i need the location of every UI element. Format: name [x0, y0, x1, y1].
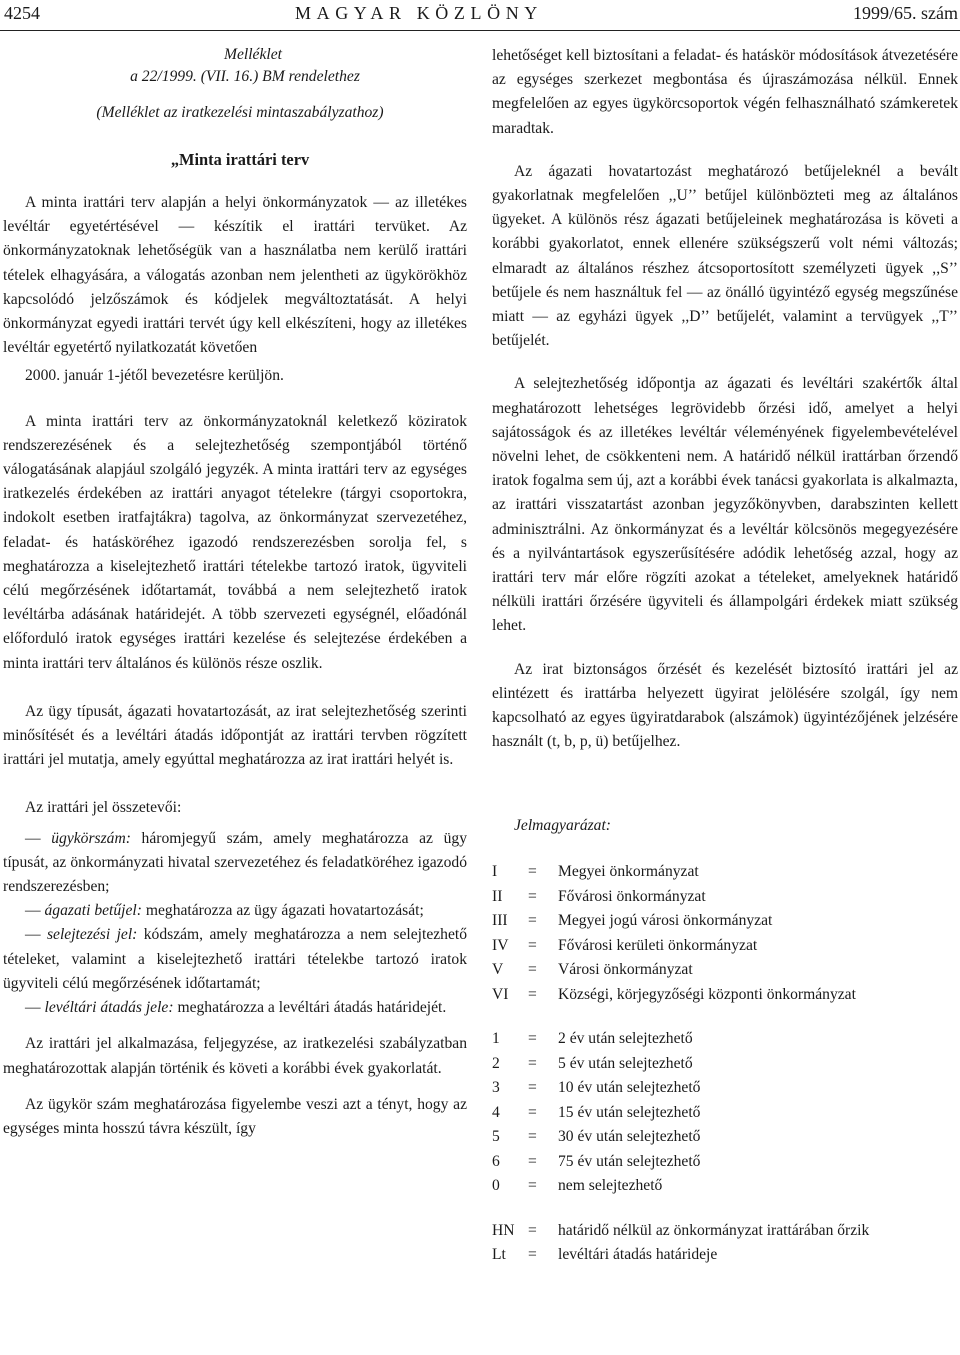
component-term: ügykörszám: [51, 829, 131, 847]
legend-meaning: Megyei önkormányzat [558, 863, 699, 881]
legend-row [492, 1243, 869, 1268]
legend-equals: = [528, 1103, 537, 1121]
component-item [3, 827, 467, 900]
legend-code: I [492, 863, 498, 881]
legend-row [492, 860, 856, 885]
issue-number: 1999/65. szám [853, 3, 958, 23]
legend-title: Jelmagyarázat: [514, 817, 612, 835]
left-column [3, 44, 467, 1141]
page-number: 4254 [4, 3, 40, 23]
legend-code: 5 [492, 1128, 500, 1146]
component-dash: — [25, 999, 45, 1017]
legend-meaning: 10 év után selejtezhető [558, 1079, 701, 1097]
legend-row [492, 1076, 700, 1101]
legend-row [492, 909, 856, 934]
legend-row [492, 934, 856, 959]
legend-equals: = [528, 887, 537, 905]
legend-meaning: 15 év után selejtezhető [558, 1103, 701, 1121]
annex-subtitle: (Melléklet az iratkezelési mintaszabályzathoz) [96, 104, 384, 121]
legend-equals: = [528, 1054, 537, 1072]
legend-code: HN [492, 1221, 515, 1239]
legend-equals: = [528, 1177, 537, 1195]
legend-row [492, 885, 856, 910]
legend-code: 3 [492, 1079, 500, 1097]
annex-reference: a 22/1999. (VII. 16.) BM rendelethez [130, 68, 360, 85]
legend-authority-table [492, 860, 856, 1007]
legend-code: 1 [492, 1030, 500, 1048]
legend-meaning: levéltári átadás határideje [558, 1246, 718, 1264]
legend-code: 2 [492, 1054, 500, 1072]
legend-equals: = [528, 1079, 537, 1097]
components-list [3, 827, 467, 1021]
legend-row [492, 958, 856, 983]
legend-meaning: határidő nélkül az önkormányzat irattárában őrzik [558, 1221, 870, 1239]
sector-letters-paragraph: Az ágazati hovatartozást meghatározó betűjeleknél a bevált gyakorlatnak megfelelően ,,U’’ betűjel különbözteti meg az általános ügyeket. A különös rész ágazati betűjeleinek meghatározása is követi a korábbi gyakorlatot, ennek ellenére szükségszerű volt némi változás; elmaradt az általános részhez átcsoportosított személyzeti ügyek ,,S’’ betűjele és nem használtuk fel — az önálló ügyintéző egység megszűnése miatt — az egyházi ügyek ,,D’’ betűjelét, valamint a tervügyek ,,T’’ betűjelét. [492, 162, 958, 350]
component-text: meghatározza a levéltári átadás határidejét. [173, 999, 447, 1017]
document-title: „Minta irattári terv [170, 150, 310, 169]
legend-row [492, 1101, 700, 1126]
legend-special-table [492, 1219, 869, 1268]
continuation-paragraph: lehetőséget kell biztosítani a feladat- és hatáskör módosítások átvezetésére az egységes szerkezet megbontása és újraszámozása nélkül. Ennek megfelelően az egyes ügykörcsoportok végén felhasználható számkeretek maradtak. [492, 47, 958, 137]
intro-paragraph: A minta irattári terv alapján a helyi önkormányzatok — az illetékes levéltár egyetértésével — készítik el irattári tervüket. Az önkormányzatoknak lehetőségük van a használatba nem kerülő irattári tételek elhagyására, a válogatás azonban nem jelentheti az ügykörökhöz kapcsolódó jelzőszámok és kódjelek megváltoztatását. A helyi önkormányzat egyedi irattári tervét úgy kell elkészíteni, hogy az illetékes levéltár egyetértő nyilatkozatát követően [3, 194, 467, 357]
publication-title: MAGYAR KÖZLÖNY [295, 3, 543, 23]
legend-equals: = [528, 1128, 537, 1146]
file-code-paragraph: Az ügy típusát, ágazati hovatartozását, az irat selejtezhetőség szerinti minősítését és a levéltári átadás időpontját az irattári tervben rögzített irattári jel mutatja, amely egyúttal meghatározza az irat irattári helyét is. [3, 702, 467, 769]
right-column [492, 44, 958, 1268]
legend-row [492, 1174, 700, 1199]
legend-meaning: nem selejtezhető [558, 1177, 663, 1195]
legend-code: 6 [492, 1152, 500, 1170]
legend-row [492, 1027, 700, 1052]
page-header [0, 0, 960, 34]
legend-equals: = [528, 912, 537, 930]
legend-code: 0 [492, 1177, 500, 1195]
legend-meaning: 5 év után selejtezhető [558, 1054, 693, 1072]
legend-code: 4 [492, 1103, 500, 1121]
component-dash: — [25, 926, 47, 944]
component-text: meghatározza az ügy ágazati hovatartozását; [141, 902, 424, 920]
legend-code: Lt [492, 1246, 506, 1264]
legend-meaning: 75 év után selejtezhető [558, 1152, 701, 1170]
application-paragraph: Az irattári jel alkalmazása, feljegyzése, az iratkezelési szabályzatban meghatározottak alapján történik és követi a korábbi évek gyakorlatát. [3, 1035, 467, 1077]
case-number-paragraph: Az ügykör szám meghatározása figyelembe veszi azt a tényt, hogy az egységes minta hosszú távra készült, így [3, 1095, 467, 1137]
legend-equals: = [528, 985, 537, 1003]
legend-equals: = [528, 1152, 537, 1170]
header-rule [0, 30, 960, 31]
component-text: háromjegyű szám, amely meghatározza az ügy típusát, az önkormányzati hivatal szervezetéhez és feladatköréhez igazodó rendszerezésben; [3, 829, 467, 896]
legend-code: II [492, 887, 503, 905]
legend-code: IV [492, 936, 509, 954]
legend-row [492, 1219, 869, 1244]
legend-code: V [492, 961, 504, 979]
component-term: selejtezési jel: [46, 926, 138, 944]
legend-code: III [492, 912, 508, 930]
legend-meaning: Fővárosi önkormányzat [558, 887, 706, 905]
legend-equals: = [528, 863, 537, 881]
purpose-paragraph: A minta irattári terv az önkormányzatoknál keletkező köziratok rendszerezésének és a selejtezhetőség szempontjából történő válogatásának alapjául szolgáló jegyzék. A minta irattári terv az egységes iratkezelés érdekében az irattári anyagot tételekre (tárgyi csoportokra, indokolt esetben iratfajtákra) tagolva, az önkormányzat szervezetéhez, feladat- és hatásköréhez igazodó rendszerezésben sorolja fel, s meghatározza a kiselejtezhető irattári tételekbe tartozó iratok, ügyviteli célú megőrzésének időtartamát, továbbá a nem selejtezhető iratok levéltárba adásának határidejét. A több szervezeti egységnél, előadónál előforduló iratok egységes irattári kezelése és selejtezése érdekében a minta irattári terv általános és különös része oszlik. [3, 412, 467, 672]
legend-meaning: 30 év után selejtezhető [558, 1128, 701, 1146]
legend-equals: = [528, 1246, 537, 1264]
component-item [3, 899, 467, 923]
component-item [3, 923, 467, 996]
legend-row [492, 1052, 700, 1077]
component-text: kódszám, amely meghatározza a nem selejtezhető tételeket, valamint a kiselejtezhető irattári tételekbe tartozó iratok ügyviteli célú megőrzésének időtartamát; [3, 926, 468, 992]
component-dash: — [25, 902, 45, 920]
legend-equals: = [528, 1221, 537, 1239]
annex-label: Melléklet [223, 46, 282, 63]
legend-row [492, 983, 856, 1008]
legend-code: VI [492, 985, 509, 1003]
legend-retention-table [492, 1027, 700, 1199]
legend-equals: = [528, 936, 537, 954]
legend-row [492, 1125, 700, 1150]
legend-meaning: 2 év után selejtezhető [558, 1030, 693, 1048]
legend-meaning: Városi önkormányzat [558, 961, 693, 979]
components-heading: Az irattári jel összetevői: [25, 799, 182, 817]
component-term: levéltári átadás jele: [44, 999, 174, 1017]
retention-paragraph: A selejtezhetőség időpontja az ágazati és levéltári szakértők által meghatározott lehetséges legrövidebb őrzési idő, amelyet a helyi sajátosságok és az illetékes levéltár véleményének figyelembevételével növelni lehet, de csökkenteni nem. A határidő nélkül irattárban őrzendő iratok fogalma sem új, azt a korábbi évek tanácsi gyakorlata is alkalmazta, az irattári visszatartást azonban jegyzőkönyvben, darabszinten kellett adminisztrálni. Az önkormányzat és a levéltár kölcsönös megegyezésére és a nyilvántartások egyszerűsítésére adódik lehetőség azzal, hogy az irattári terv már előre rögzíti azokat a tételeket, amelyeknek határidő nélküli irattári őrzésére ügyviteli és állampolgári érdekek miatt szükség lehet. [492, 375, 958, 635]
legend-meaning: Fővárosi kerületi önkormányzat [558, 936, 758, 954]
legend-meaning: Megyei jogú városi önkormányzat [558, 912, 773, 930]
safekeeping-paragraph: Az irat biztonságos őrzését és kezelését biztosító irattári jel az elintézett és irattárba helyezett ügyirat jelölésére szolgál, így nem kapcsolható az egyes ügyiratdarabok (alszámok) ügyintézőjének jelzésére használt (t, b, p, ü) betűjelhez. [492, 660, 958, 751]
legend-meaning: Községi, körjegyzőségi központi önkormányzat [558, 985, 856, 1003]
component-term: ágazati betűjel: [44, 902, 142, 920]
effective-date-line: 2000. január 1-jétől bevezetésre kerüljön. [25, 367, 284, 385]
legend-equals: = [528, 1030, 537, 1048]
legend-equals: = [528, 961, 537, 979]
component-item [3, 996, 467, 1020]
legend-row [492, 1150, 700, 1175]
component-dash: — [25, 829, 52, 847]
